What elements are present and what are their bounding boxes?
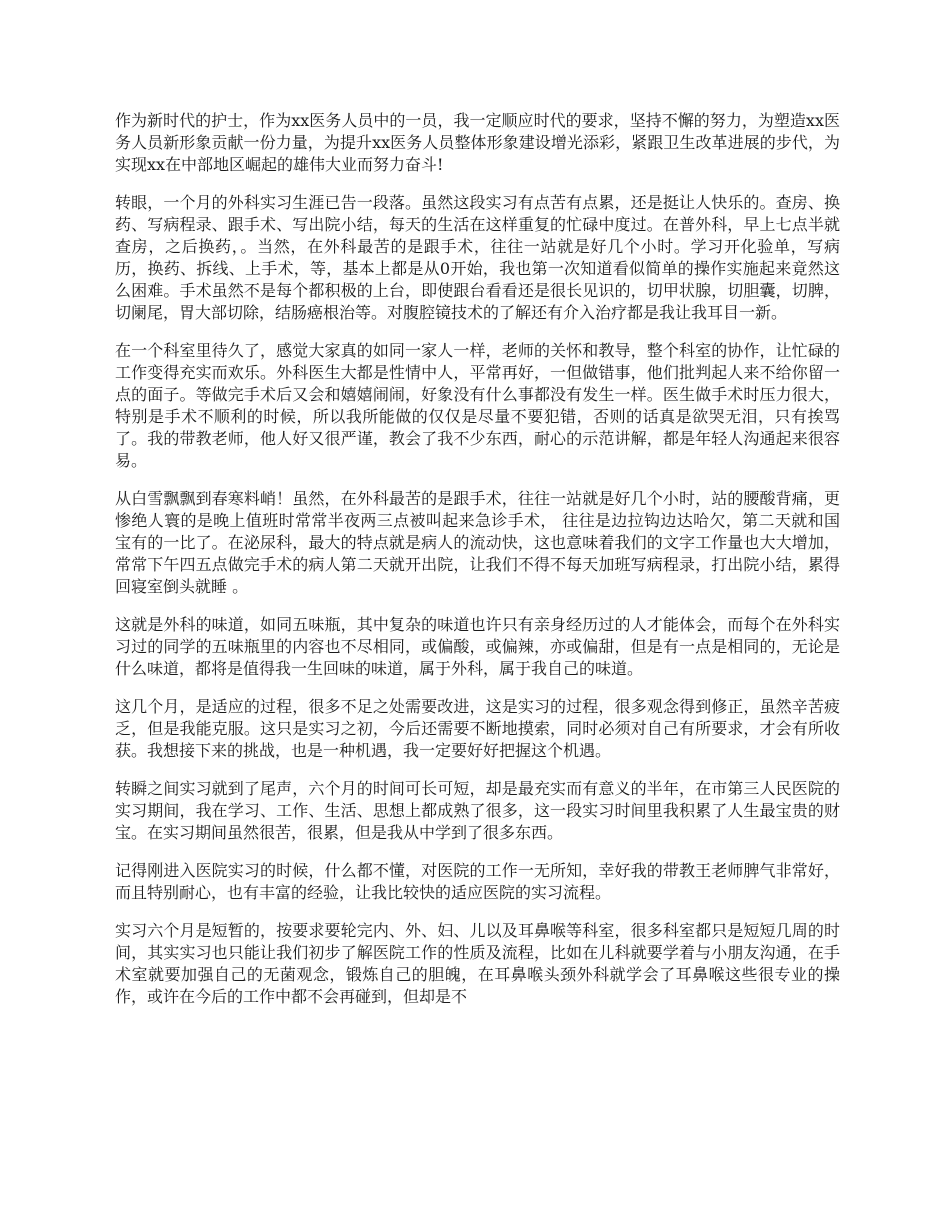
paragraph-9: 实习六个月是短暂的，按要求要轮完内、外、妇、儿以及耳鼻喉等科室，很多科室都只是短短几周的时间，其实实习也只能让我们初步了解医院工作的性质及流程，比如在儿科就要学着与小朋友沟通，在手术室就要加强自己的无菌观念，锻炼自己的胆魄，在耳鼻喉头颈外科就学会了耳鼻喉这些很专业的操作，或许在今后的工作中都不会再碰到，但却是不 [115, 921, 840, 1006]
paragraph-5: 这就是外科的味道，如同五味瓶，其中复杂的味道也许只有亲身经历过的人才能体会，而每个在外科实习过的同学的五味瓶里的内容也不尽相同，或偏酸，或偏辣，亦或偏甜，但是有一点是相同的，无论是什么味道，都将是值得我一生回味的味道，属于外科，属于我自己的味道。 [115, 615, 840, 678]
document-body [115, 110, 840, 1024]
paragraph-3: 在一个科室里待久了，感觉大家真的如同一家人一样，老师的关怀和教导，整个科室的协作，让忙碌的工作变得充实而欢乐。外科医生大都是性情中人，平常再好，一但做错事，他们批判起人来不给你留一点的面子。等做完手术后又会和嬉嬉闹闹，好象没有什么事都没有发生一样。医生做手术时压力很大，特别是手术不顺利的时候，所以我所能做的仅仅是尽量不要犯错，否则的话真是欲哭无泪，只有挨骂了。我的带教老师，他人好又很严谨，教会了我不少东西，耐心的示范讲解，都是年轻人沟通起来很容易。 [115, 341, 840, 470]
paragraph-2: 转眼，一个月的外科实习生涯已告一段落。虽然这段实习有点苦有点累，还是挺让人快乐的。查房、换药、写病程录、跟手术、写出院小结，每天的生活在这样重复的忙碌中度过。在普外科，早上七点半就查房，之后换药，。当然，在外科最苦的是跟手术，往往一站就是好几个小时。学习开化验单，写病历，换药、拆线、上手术，等，基本上都是从0开始，我也第一次知道看似简单的操作实施起来竟然这么困难。手术虽然不是每个都积极的上台，即使跟台看看还是很长见识的，切甲状腺，切胆囊，切脾，切阑尾，胃大部切除，结肠癌根治等。对腹腔镜技术的了解还有介入治疗都是我让我耳目一新。 [115, 193, 840, 322]
paragraph-7: 转瞬之间实习就到了尾声，六个月的时间可长可短，却是最充实而有意义的半年，在市第三人民医院的实习期间，我在学习、工作、生活、思想上都成熟了很多，这一段实习时间里我积累了人生最宝贵的财宝。在实习期间虽然很苦，很累，但是我从中学到了很多东西。 [115, 779, 840, 842]
paragraph-6: 这几个月，是适应的过程，很多不足之处需要改进，这是实习的过程，很多观念得到修正，虽然辛苦疲乏，但是我能克服。这只是实习之初，今后还需要不断地摸索，同时必须对自己有所要求，才会有所收获。我想接下来的挑战，也是一种机遇，我一定要好好把握这个机遇。 [115, 697, 840, 760]
paragraph-1: 作为新时代的护士，作为xx医务人员中的一员，我一定顺应时代的要求，坚持不懈的努力，为塑造xx医务人员新形象贡献一份力量，为提升xx医务人员整体形象建设增光添彩，紧跟卫生改革进展的步代，为实现xx在中部地区崛起的雄伟大业而努力奋斗! [115, 111, 840, 174]
paragraph-4: 从白雪飘飘到春寒料峭！虽然，在外科最苦的是跟手术，往往一站就是好几个小时，站的腰酸背痛，更惨绝人寰的是晚上值班时常常半夜两三点被叫起来急诊手术， 往往是边拉钩边达哈欠，第二天就和国宝有的一比了。在泌尿科，最大的特点就是病人的流动快，这也意味着我们的文字工作量也大大增加，常常下午四五点做完手术的病人第二天就开出院，让我们不得不每天加班写病程录，打出院小结，累得回寝室倒头就睡 。 [115, 489, 840, 596]
paragraph-8: 记得刚进入医院实习的时候，什么都不懂，对医院的工作一无所知，幸好我的带教王老师脾气非常好，而且特别耐心，也有丰富的经验，让我比较快的适应医院的实习流程。 [115, 861, 840, 902]
